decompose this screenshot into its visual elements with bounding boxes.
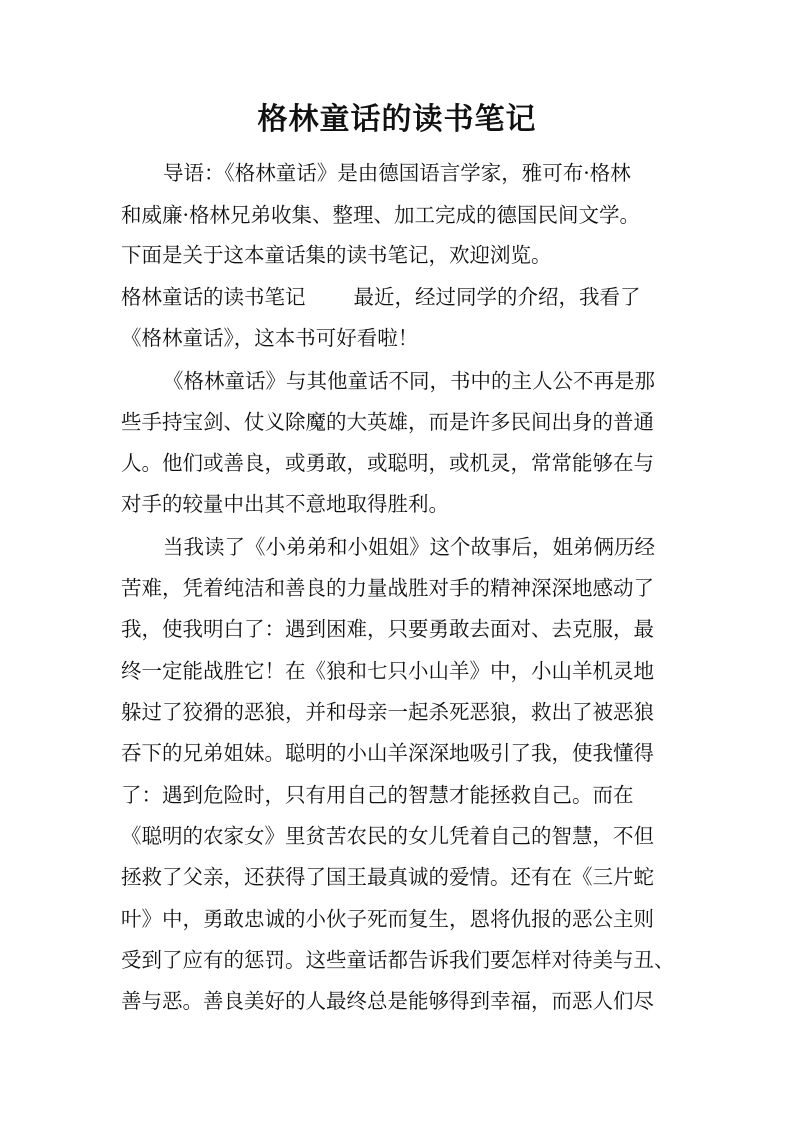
text-line: 受到了应有的惩罚。这些童话都告诉我们要怎样对待美与丑、 bbox=[121, 948, 675, 972]
text-line: 对手的较量中出其不意地取得胜利。 bbox=[121, 492, 449, 516]
text-line: 导语：《格林童话》是由德国语言学家，雅可布·格林 bbox=[163, 161, 631, 185]
text-line: 叶》中，勇敢忠诚的小伙子死而复生，恩将仇报的恶公主则 bbox=[121, 907, 654, 931]
text-line-heading bbox=[121, 282, 641, 312]
text-line: 些手持宝剑、仗义除魔的大英雄，而是许多民间出身的普通 bbox=[121, 410, 654, 434]
text-line: 当我读了《小弟弟和小姐姐》这个故事后，姐弟俩历经 bbox=[163, 535, 655, 559]
text-line: 《格林童话》与其他童话不同，书中的主人公不再是那 bbox=[163, 369, 655, 393]
text-line: 了：遇到危险时，只有用自己的智慧才能拯救自己。而在 bbox=[121, 783, 634, 807]
text-line: 下面是关于这本童话集的读书笔记，欢迎浏览。 bbox=[121, 243, 552, 267]
text-line: 吞下的兄弟姐妹。聪明的小山羊深深地吸引了我，使我懂得 bbox=[121, 741, 654, 765]
text-line: 苦难，凭着纯洁和善良的力量战胜对手的精神深深地感动了 bbox=[121, 576, 654, 600]
text-line: 拯救了父亲，还获得了国王最真诚的爱情。还有在《三片蛇 bbox=[121, 865, 654, 889]
text-line: 人。他们或善良，或勇敢，或聪明，或机灵，常常能够在与 bbox=[121, 451, 654, 475]
text-line: 《聪明的农家女》里贫苦农民的女儿凭着自己的智慧，不但 bbox=[121, 824, 654, 848]
text-line: 我，使我明白了：遇到困难，只要勇敢去面对、去克服，最 bbox=[121, 617, 654, 641]
text-line: 善与恶。善良美好的人最终总是能够得到幸福，而恶人们尽 bbox=[121, 989, 654, 1013]
text-line: 躲过了狡猾的恶狼，并和母亲一起杀死恶狼，救出了被恶狼 bbox=[121, 700, 654, 724]
document-title: 格林童话的读书笔记 bbox=[257, 102, 537, 137]
text-fragment: 最近，经过同学的介绍，我看了 bbox=[353, 285, 641, 309]
section-heading: 格林童话的读书笔记 bbox=[121, 285, 306, 309]
text-line: 和威廉·格林兄弟收集、整理、加工完成的德国民间文学。 bbox=[121, 203, 641, 227]
text-line: 终一定能战胜它！在《狼和七只小山羊》中，小山羊机灵地 bbox=[121, 659, 654, 683]
text-line: 《格林童话》，这本书可好看啦！ bbox=[121, 326, 419, 350]
